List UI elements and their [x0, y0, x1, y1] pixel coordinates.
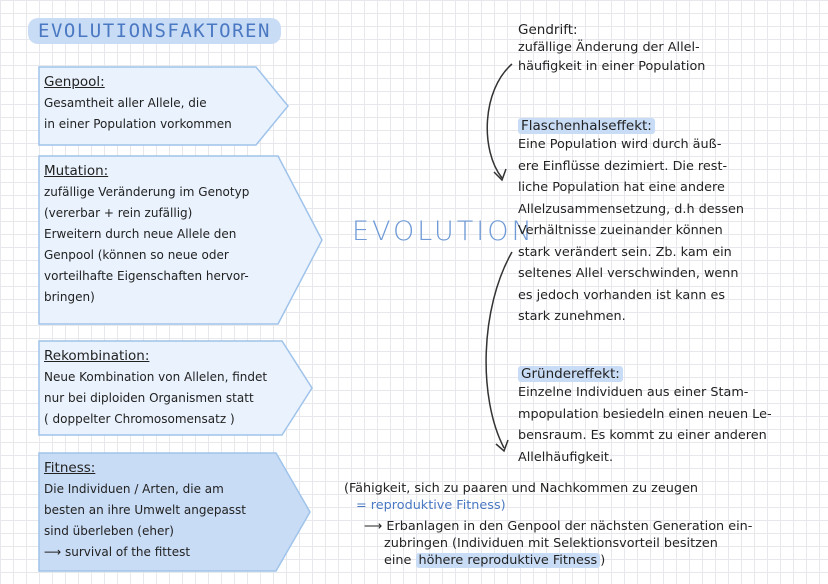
section-line: Allelzusammensetzung, d.h dessen: [518, 201, 744, 217]
bracket-left-upper: [478, 60, 518, 190]
section-flaschenhals: [518, 118, 744, 328]
card-line: nur bei diploiden Organismen statt: [44, 391, 254, 405]
bracket-left-lower: [478, 248, 518, 458]
section-line: häufigkeit in einer Population: [518, 59, 706, 74]
card-line: ( doppelter Chromosomensatz ): [44, 412, 235, 426]
card-line: Die Individuen / Arten, die am: [44, 482, 224, 496]
note-text: eine: [384, 553, 412, 568]
section-line: seltenes Allel verschwinden, wenn: [518, 266, 739, 281]
card-line: (vererbar + rein zufällig): [44, 206, 193, 220]
section-line: Verhältnisse zueinander können: [518, 223, 723, 238]
section-line: liche Population hat eine andere: [518, 180, 725, 195]
card-line: vorteilhafte Eigenschaften hervor-: [44, 269, 249, 283]
card-line: in einer Population vorkommen: [44, 117, 232, 131]
section-line: Allelhäufigkeit.: [518, 449, 614, 465]
card-mutation: [38, 155, 324, 325]
note-line: (Fähigkeit, sich zu paaren und Nachkommen zu zeugen: [344, 481, 698, 496]
section-heading: Gründereffekt:: [518, 366, 623, 382]
section-line: ere Einflüsse dezimiert. Die rest-: [518, 158, 728, 174]
section-line: zufällige Änderung der Allel-: [518, 40, 700, 55]
section-line: stark zunehmen.: [518, 309, 626, 324]
note-line: zubringen (Individuen mit Selektionsvorteil besitzen: [384, 536, 718, 551]
card-heading: Rekombination:: [44, 348, 150, 364]
section-line: Einzelne Individuen aus einer Stam-: [518, 385, 749, 400]
card-line: sind überleben (eher): [44, 524, 174, 538]
card-line: Neue Kombination von Allelen, findet: [44, 370, 268, 384]
fitness-note: [344, 480, 752, 569]
card-line: besten an ihre Umwelt angepasst: [44, 503, 247, 517]
card-fitness: [38, 452, 312, 572]
section-line: Eine Population wird durch äuß-: [518, 137, 722, 152]
card-genpool: [38, 66, 290, 146]
note-line: ⟶ Erbanlagen in den Genpool der nächsten Generation ein-: [364, 519, 753, 534]
section-line: stark verändert sein. Zb. kam ein: [518, 244, 732, 260]
section-heading: Flaschenhalseffekt:: [518, 118, 655, 134]
card-line: zufällige Veränderung im Genotyp: [44, 185, 250, 199]
card-line: bringen): [44, 290, 95, 304]
section-line: bensraum. Es kommt zu einer anderen: [518, 428, 767, 443]
section-gendrift: [518, 22, 705, 76]
note-highlight: höhere reproduktive Fitness: [416, 553, 601, 568]
card-line: Genpool (können so neue oder: [44, 248, 229, 262]
page-title: EVOLUTIONSFAKTOREN: [28, 18, 281, 44]
card-line: Erweitern durch neue Allele den: [44, 227, 237, 241]
card-heading: Genpool:: [44, 74, 105, 90]
card-line: Gesamtheit aller Allele, die: [44, 96, 207, 110]
center-label: EVOLUTION: [352, 216, 535, 247]
card-rekombination: [38, 340, 314, 436]
note-line: = reproduktive Fitness): [356, 498, 506, 513]
section-heading: Gendrift:: [518, 22, 578, 38]
card-heading: Mutation:: [44, 163, 109, 179]
card-heading: Fitness:: [44, 460, 96, 476]
section-line: mpopulation besiedeln einen neuen Le-: [518, 406, 772, 422]
section-gruendereffekt: [518, 366, 772, 468]
card-line: ⟶ survival of the fittest: [44, 545, 191, 559]
section-line: es jedoch vorhanden ist kann es: [518, 287, 726, 303]
note-text: ): [600, 553, 606, 568]
